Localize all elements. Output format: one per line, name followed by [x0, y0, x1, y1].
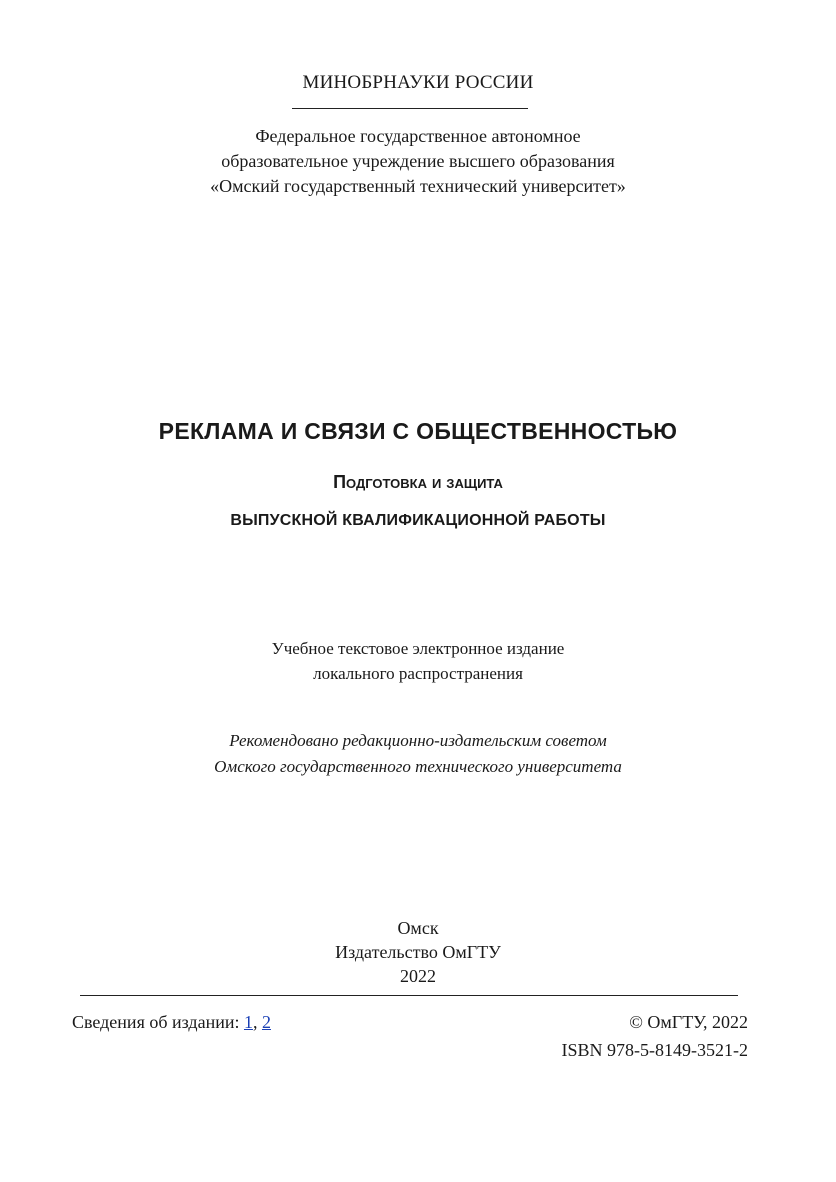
imprint	[0, 916, 836, 988]
recommendation-line: Омского государственного технического университета	[214, 757, 622, 776]
edition-info-label: Сведения об издании:	[72, 1012, 240, 1032]
imprint-year: 2022	[400, 966, 436, 986]
footer-divider	[80, 995, 738, 996]
institution-name	[0, 124, 836, 199]
edition-info-link-2[interactable]: 2	[261, 1012, 271, 1032]
edition-info	[72, 1012, 271, 1033]
document-subtitle-line-1	[0, 472, 836, 493]
institution-line: «Омский государственный технический университет»	[210, 176, 626, 196]
ministry-name: МИНОБРНАУКИ РОССИИ	[302, 72, 534, 93]
imprint-city: Омск	[397, 918, 439, 938]
document-title: РЕКЛАМА И СВЯЗИ С ОБЩЕСТВЕННОСТЬЮ	[158, 418, 678, 444]
recommendation-note	[0, 728, 836, 780]
edition-type-line: Учебное текстовое электронное издание	[271, 639, 565, 658]
edition-type	[0, 636, 836, 686]
subtitle-text: Подготовка и защита	[333, 472, 503, 492]
subtitle-text: ВЫПУСКНОЙ КВАЛИФИКАЦИОННОЙ РАБОТЫ	[230, 512, 606, 529]
imprint-publisher: Издательство ОмГТУ	[335, 942, 501, 962]
edition-info-link-1[interactable]: 1	[243, 1012, 253, 1032]
edition-info-separator: ,	[252, 1012, 258, 1032]
isbn: ISBN 978-5-8149-3521-2	[561, 1040, 748, 1060]
copyright-notice: © ОмГТУ, 2022	[629, 1012, 748, 1032]
document-subtitle-line-2	[0, 512, 836, 530]
edition-type-line: локального распространения	[313, 664, 523, 683]
ministry-divider	[292, 108, 528, 109]
recommendation-line: Рекомендовано редакционно-издательским советом	[229, 731, 607, 750]
institution-line: Федеральное государственное автономное	[255, 126, 581, 146]
institution-line: образовательное учреждение высшего образования	[221, 151, 615, 171]
